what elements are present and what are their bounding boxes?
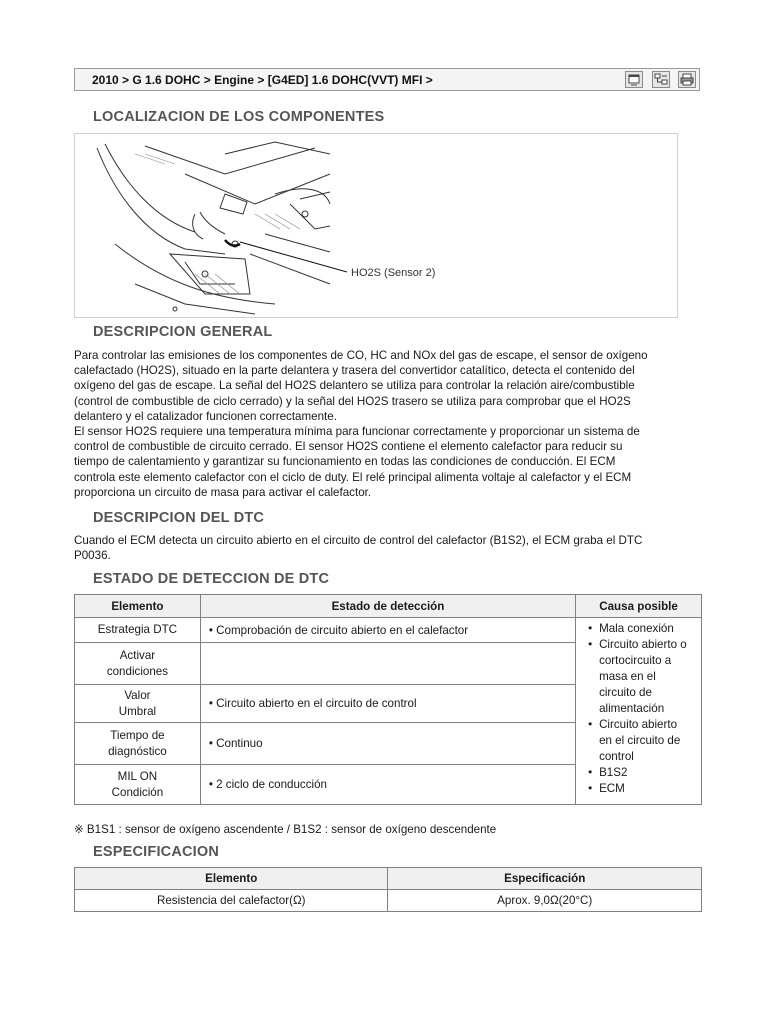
general-line: Para controlar las emisiones de los componentes de CO, HC and NOx del gas de escape, el sensor de oxígeno — [74, 349, 648, 362]
element-cell: Activar condiciones — [75, 643, 201, 685]
spec-element-cell: Resistencia del calefactor(Ω) — [75, 890, 388, 912]
ho2s-label-text: HO2S ( — [351, 267, 388, 279]
ho2s-sensor-number: Sensor 2 — [387, 267, 432, 279]
cause-item: • ECM — [588, 781, 693, 797]
breadcrumb-path[interactable]: 2010 > G 1.6 DOHC > Engine > [G4ED] 1.6 DOHC(VVT) MFI > — [92, 73, 433, 87]
state-cell: • Circuito abierto en el circuito de control — [200, 685, 575, 723]
state-cell: • Continuo — [200, 723, 575, 765]
section-title-general: DESCRIPCION GENERAL — [93, 324, 273, 340]
general-line: proporciona un circuito de masa para activar el calefactor. — [74, 485, 372, 499]
ho2s-label-close: ) — [431, 267, 436, 279]
state-cell: • Comprobación de circuito abierto en el calefactor — [200, 618, 575, 643]
possible-cause-cell — [576, 618, 702, 805]
general-line: delantero y el catalizador funcionen correctamente. — [74, 409, 337, 423]
print-icon[interactable] — [678, 71, 696, 88]
tree-icon[interactable] — [652, 71, 670, 88]
element-cell: Tiempo de diagnóstico — [75, 723, 201, 765]
cause-item: • Mala conexión — [588, 621, 693, 637]
general-line: El sensor HO2S requiere una temperatura mínima para funcionar correctamente y proporcionar un sistema de — [74, 425, 640, 439]
cause-item: • Circuito abierto en el circuito de control — [588, 717, 693, 765]
table-row — [75, 618, 702, 643]
section-title-spec: ESPECIFICACION — [93, 844, 220, 860]
sensor-note: ※ B1S1 : sensor de oxígeno ascendente / B1S2 : sensor de oxígeno descendente — [74, 823, 497, 836]
component-figure — [74, 133, 678, 318]
column-header: Especificación — [388, 868, 702, 890]
spec-table — [74, 867, 702, 912]
column-header: Elemento — [75, 868, 388, 890]
state-cell — [200, 643, 575, 685]
general-line: oxígeno del gas de escape. La señal del HO2S delantero se utiliza para controlar la relación aire/combustible — [74, 379, 635, 393]
detection-table — [74, 594, 702, 805]
element-cell: Valor Umbral — [75, 685, 201, 723]
general-line: calefactado (HO2S), situado en la parte delantera y trasera del convertidor catalítico, detecta el contenido del — [74, 364, 635, 378]
table-row — [75, 890, 702, 912]
possible-cause-list — [588, 621, 693, 797]
ho2s-label — [351, 267, 435, 279]
general-line: controla este elemento calefactor con el ciclo de duty. El relé principal alimenta voltaje al calefactor y el ECM — [74, 470, 632, 484]
callout-line — [240, 242, 347, 272]
column-header: Causa posible — [576, 595, 702, 618]
engine-drawing — [75, 134, 677, 317]
dtc-line: Cuando el ECM detecta un circuito abierto en el circuito de control del calefactor (B1S2), el ECM graba el DTC — [74, 534, 643, 547]
cause-item: • Circuito abierto o cortocircuito a masa en el circuito de alimentación — [588, 637, 693, 717]
breadcrumb — [74, 68, 700, 91]
general-line: control de combustible de circuito cerrado. El sensor HO2S contiene el elemento calefactor para reducir su — [74, 440, 623, 454]
column-header: Elemento — [75, 595, 201, 618]
dtc-line: P0036. — [74, 549, 111, 563]
window-icon[interactable] — [625, 71, 643, 88]
general-line: (control de combustible de ciclo cerrado) y la señal del HO2S trasero se utiliza para comprobar que el HO2S — [74, 394, 631, 408]
section-title-detection: ESTADO DE DETECCION DE DTC — [93, 571, 330, 587]
column-header: Estado de detección — [200, 595, 575, 618]
element-cell: Estrategia DTC — [75, 618, 201, 643]
element-cell: MIL ON Condición — [75, 765, 201, 805]
section-title-components: LOCALIZACION DE LOS COMPONENTES — [93, 109, 385, 125]
section-title-dtc-description: DESCRIPCION DEL DTC — [93, 510, 265, 526]
state-cell: • 2 ciclo de conducción — [200, 765, 575, 805]
cause-item: • B1S2 — [588, 765, 693, 781]
general-description — [74, 348, 700, 500]
general-line: tiempo de calentamiento y garantizar su funcionamiento en todas las condiciones de conducción. El ECM — [74, 455, 616, 469]
spec-value-cell: Aprox. 9,0Ω(20°C) — [388, 890, 702, 912]
dtc-description — [74, 533, 700, 563]
